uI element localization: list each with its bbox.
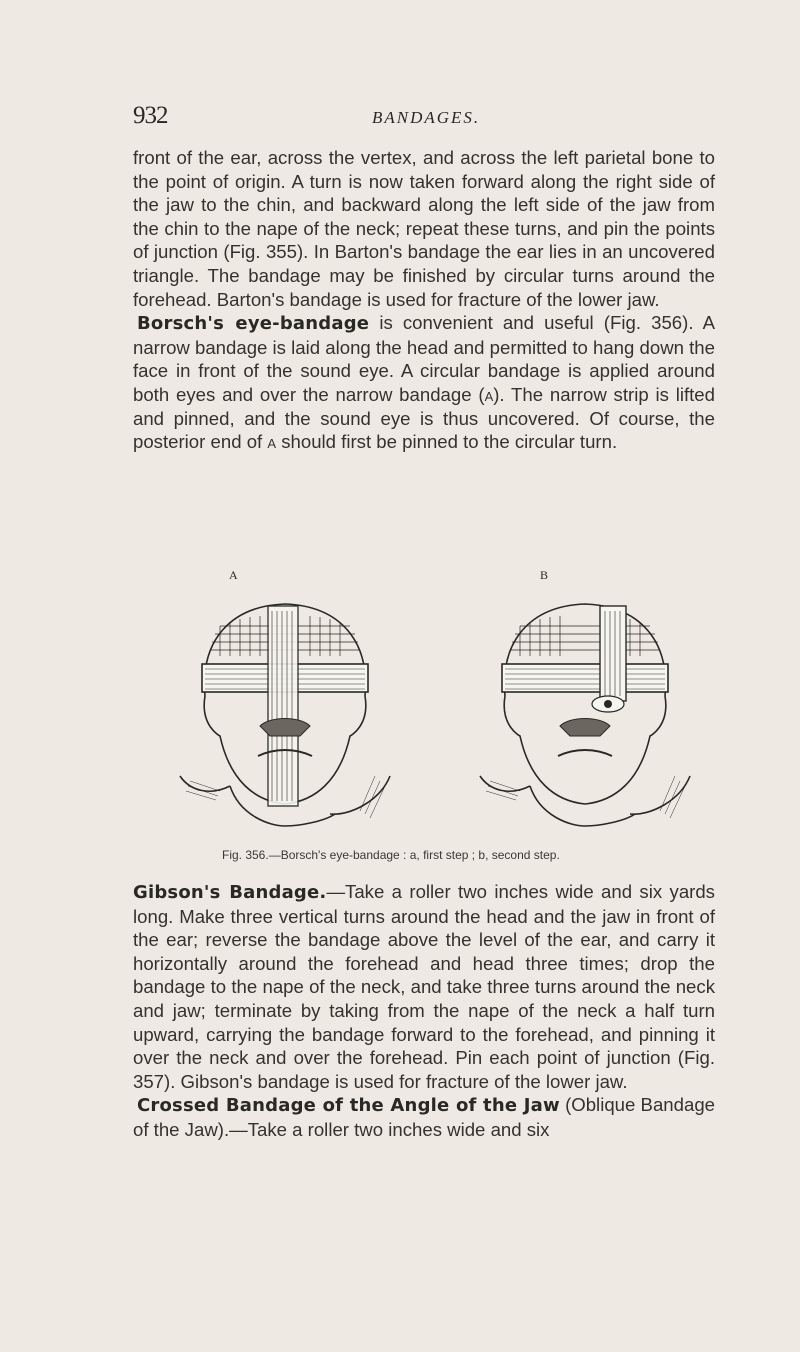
head-illustration-b (460, 586, 710, 831)
body-text-top (133, 146, 715, 454)
gibson-heading: Gibson's Bandage. (133, 882, 327, 903)
page-header (133, 100, 713, 136)
borsch-text-b: ). The narrow strip is lifted and pinned, and the sound eye is thus uncovered. Of course, the posterior end of (133, 383, 715, 453)
figure-356 (160, 568, 720, 850)
borsch-letter-a: a (484, 383, 494, 405)
paragraph-crossed (133, 1093, 715, 1141)
crossed-heading: Crossed Bandage of the Angle of the Jaw (137, 1095, 560, 1117)
borsch-text-a: is convenient and useful (Fig. 356). A narrow bandage is laid along the head and permitted to hang down the face in front of the sound eye. A circular bandage is applied around both eyes and over the narrow bandage ( (133, 312, 715, 405)
borsch-text-c: should first be pinned to the circular turn. (276, 431, 618, 453)
crossed-text: (Oblique Bandage of the Jaw).—Take a roller two inches wide and six (133, 1094, 715, 1140)
body-text-bottom (133, 880, 715, 1142)
borsch-heading: Borsch's eye-bandage (137, 313, 370, 335)
paragraph-gibson (133, 880, 715, 1093)
gibson-text: —Take a roller two inches wide and six yards long. Make three vertical turns around the head and the jaw in front of the ear; reverse the bandage above the level of the ear, and carry it horizontally around the forehead and head three times; drop the bandage to the nape of the neck, and take three turns around the neck and jaw; terminate by taking from the nape of the neck a half turn upward, carrying the bandage forward to the forehead, and pinning it over the neck and over the forehead. Pin each point of junction (Fig. 357). Gibson's bandage is used for fracture of the lower jaw. (133, 881, 715, 1092)
borsch-letter-a-2: a (267, 431, 277, 453)
head-illustration-a (160, 586, 410, 831)
paragraph-borsch (133, 311, 715, 454)
figure-label-a: A (229, 568, 238, 582)
figure-label-b: B (540, 568, 549, 582)
running-head: BANDAGES. (372, 108, 481, 127)
figure-caption: Fig. 356.—Borsch's eye-bandage : a, first step ; b, second step. (222, 848, 560, 862)
paragraph-barton: front of the ear, across the vertex, and across the left parietal bone to the point of origin. A turn is now taken forward along the right side of the jaw to the chin, and backward along the left side of the jaw from the chin to the nape of the neck; repeat these turns, and pin the points of junction (Fig. 355). In Barton's bandage the ear lies in an uncovered triangle. The bandage may be finished by circular turns around the forehead. Barton's bandage is used for fracture of the lower jaw. (133, 147, 715, 310)
page-number: 932 (133, 102, 168, 129)
